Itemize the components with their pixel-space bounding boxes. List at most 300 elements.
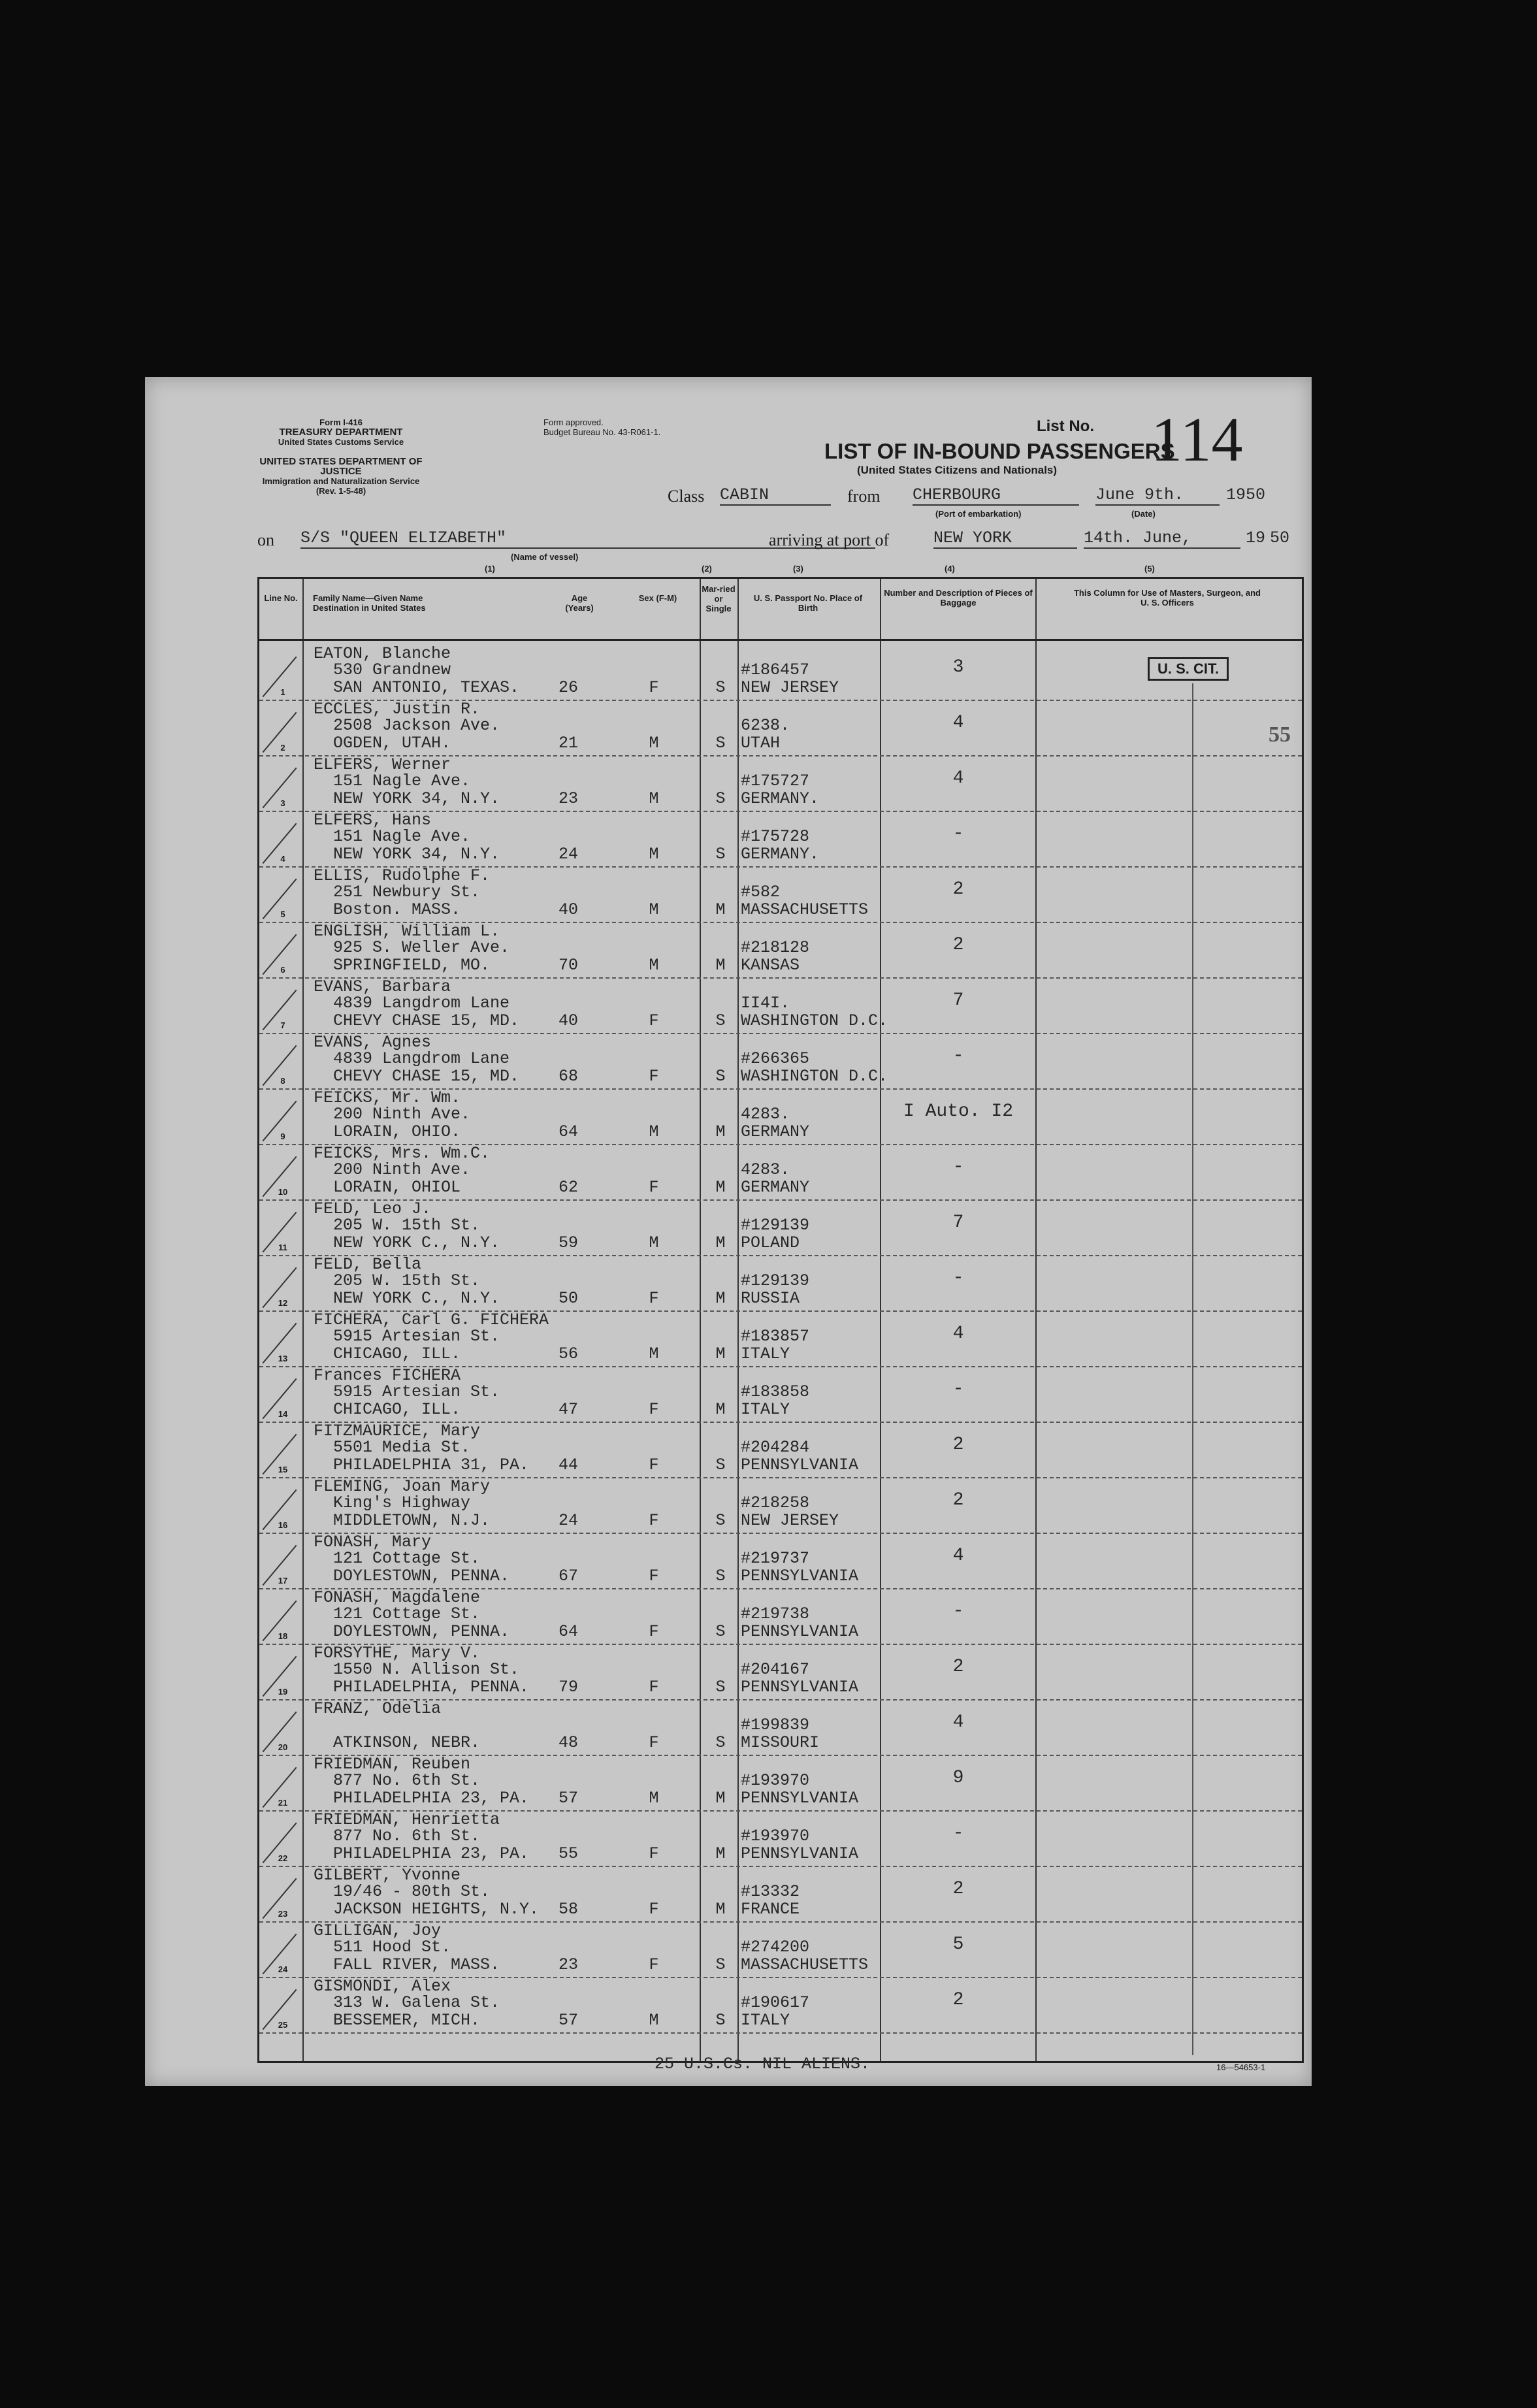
table-row [259,644,1302,701]
row-age: 48 [558,1733,578,1752]
row-line-no: 9 [280,1131,285,1141]
row-line-no: 22 [278,1853,288,1863]
row-address: 877 No. 6th St. [333,1771,481,1790]
row-baggage: 4 [952,1712,964,1733]
row-name: Frances FICHERA [314,1366,461,1385]
row-birthplace: MISSOURI [741,1733,820,1752]
form-departments: Form I-416 TREASURY DEPARTMENT United States Customs Service [278,417,404,447]
row-baggage: 4 [952,713,964,733]
row-marital: M [715,1344,726,1363]
row-line-no: 10 [278,1187,288,1197]
row-address: 925 S. Weller Ave. [333,938,510,957]
row-baggage: - [952,1601,964,1621]
row-sex: F [649,1844,659,1863]
row-passport: 6238. [741,716,790,735]
list-title: LIST OF IN-BOUND PASSENGERS [824,439,1175,463]
row-birthplace: FRANCE [741,1900,800,1919]
us-citizen-stamp: U. S. CIT. [1148,657,1229,681]
col-num-1: (1) [485,564,495,574]
row-passport: 4283. [741,1105,790,1124]
row-age: 67 [558,1567,578,1586]
row-marital: S [715,1567,726,1586]
row-birthplace: MASSACHUSETTS [741,900,869,919]
row-marital: M [715,1233,726,1252]
row-sex: M [649,789,659,808]
row-line-no: 23 [278,1909,288,1919]
row-line-no: 18 [278,1631,288,1641]
col-num-4: (4) [945,564,955,574]
arrival-date: 14th. June, [1084,529,1240,549]
row-passport: #218258 [741,1493,810,1512]
footer-summary: 25 U.S.Cs. NIL ALIENS. [655,2055,871,2074]
row-sex: M [649,1344,659,1363]
row-sex: F [649,1733,659,1752]
row-line-no: 17 [278,1576,288,1586]
row-marital: M [715,1844,726,1863]
arrival-year: 50 [1270,529,1290,547]
row-city: SPRINGFIELD, MO. [333,956,491,975]
table-row [259,811,1302,868]
row-address: 200 Ninth Ave. [333,1105,471,1124]
row-city: ATKINSON, NEBR. [333,1733,481,1752]
row-address: 251 Newbury St. [333,883,481,902]
row-line-no: 25 [278,2020,288,2030]
row-city: OGDEN, UTAH. [333,734,451,753]
row-birthplace: NEW JERSEY [741,678,839,697]
row-city: CHICAGO, ILL. [333,1344,461,1363]
row-address: King's Highway [333,1493,471,1512]
row-name: FEICKS, Mr. Wm. [314,1088,461,1107]
date-value: June 9th. [1095,485,1220,506]
row-city: PHILADELPHIA 23, PA. [333,1844,530,1863]
row-name: FRIEDMAN, Reuben [314,1755,471,1774]
row-sex: M [649,956,659,975]
row-address: 877 No. 6th St. [333,1827,481,1846]
col-num-2: (2) [702,564,712,574]
class-label: Class [668,487,705,506]
row-sex: F [649,1567,659,1586]
row-line-no: 8 [280,1076,285,1086]
passenger-list-sheet [145,377,1312,2086]
row-address: 5915 Artesian St. [333,1382,500,1401]
row-age: 56 [558,1344,578,1363]
row-age: 57 [558,1789,578,1808]
row-birthplace: NEW JERSEY [741,1511,839,1530]
row-birthplace: GERMANY. [741,789,820,808]
row-marital: S [715,2011,726,2030]
row-birthplace: WASHINGTON D.C. [741,1011,888,1030]
row-age: 50 [558,1289,578,1308]
row-city: MIDDLETOWN, N.J. [333,1511,491,1530]
row-passport: #204284 [741,1438,810,1457]
row-baggage: 2 [952,1990,964,2010]
row-birthplace: ITALY [741,2011,790,2030]
row-passport: #193970 [741,1827,810,1846]
row-baggage: 7 [952,1212,964,1233]
row-marital: S [715,1955,726,1974]
row-name: EATON, Blanche [314,644,451,663]
row-passport: #186457 [741,660,810,679]
table-row [259,755,1302,812]
row-marital: S [715,1622,726,1641]
from-value: CHERBOURG [913,485,1079,506]
table-row [259,1255,1302,1312]
row-baggage: 2 [952,1490,964,1510]
row-line-no: 1 [280,687,285,697]
row-marital: M [715,1178,726,1197]
row-name: FLEMING, Joan Mary [314,1477,491,1496]
header-sex: Sex (F-M) [638,593,677,603]
table-row [259,1477,1302,1534]
row-address: 151 Nagle Ave. [333,772,471,790]
row-name: FEICKS, Mrs. Wm.C. [314,1144,491,1163]
row-name: FRANZ, Odelia [314,1699,442,1718]
row-marital: M [715,1900,726,1919]
date-caption: (Date) [1131,509,1156,519]
table-row [259,1533,1302,1589]
row-sex: F [649,1622,659,1641]
row-line-no: 20 [278,1742,288,1752]
row-baggage: 5 [952,1934,964,1955]
header-name: Family Name—Given Name Destination in United States [313,593,426,613]
row-name: GILLIGAN, Joy [314,1921,442,1940]
row-birthplace: PENNSYLVANIA [741,1678,859,1697]
row-marital: S [715,789,726,808]
table-row [259,1422,1302,1478]
row-birthplace: WASHINGTON D.C. [741,1067,888,1086]
table-row [259,1144,1302,1201]
year-prefix: 19 [1246,529,1266,547]
row-passport: #218128 [741,938,810,957]
row-name: ECCLES, Justin R. [314,700,481,719]
row-sex: F [649,1011,659,1030]
row-city: LORAIN, OHIO. [333,1122,461,1141]
row-birthplace: POLAND [741,1233,800,1252]
row-birthplace: PENNSYLVANIA [741,1567,859,1586]
row-marital: M [715,1122,726,1141]
table-row [259,977,1302,1034]
row-name: GISMONDI, Alex [314,1977,451,1996]
row-passport: #129139 [741,1271,810,1290]
row-birthplace: GERMANY [741,1178,810,1197]
row-name: FRIEDMAN, Henrietta [314,1810,500,1829]
row-line-no: 5 [280,909,285,919]
row-line-no: 15 [278,1465,288,1474]
header-passport: U. S. Passport No. Place of Birth [753,593,863,613]
table-row [259,1755,1302,1812]
table-row [259,1033,1302,1090]
col-num-5: (5) [1144,564,1155,574]
row-baggage: - [952,1379,964,1399]
row-age: 79 [558,1678,578,1697]
row-age: 24 [558,1511,578,1530]
row-age: 70 [558,956,578,975]
row-age: 62 [558,1178,578,1197]
table-row [259,1866,1302,1923]
row-age: 21 [558,734,578,753]
row-baggage: 4 [952,1324,964,1344]
row-birthplace: KANSAS [741,956,800,975]
row-age: 40 [558,1011,578,1030]
row-sex: F [649,1456,659,1474]
row-marital: M [715,1789,726,1808]
row-line-no: 13 [278,1354,288,1363]
row-address: 313 W. Galena St. [333,1993,500,2012]
row-line-no: 7 [280,1020,285,1030]
row-city: BESSEMER, MICH. [333,2011,481,2030]
row-address: 511 Hood St. [333,1938,451,1957]
row-passport: 4283. [741,1160,790,1179]
row-sex: M [649,734,659,753]
row-age: 59 [558,1233,578,1252]
row-age: 55 [558,1844,578,1863]
row-baggage: 9 [952,1768,964,1788]
table-row [259,1588,1302,1645]
passenger-table [257,577,1304,2063]
col-num-3: (3) [793,564,803,574]
row-sex: F [649,1400,659,1419]
row-baggage: - [952,1823,964,1844]
row-baggage: - [952,1268,964,1288]
row-name: EVANS, Agnes [314,1033,432,1052]
row-address: 19/46 - 80th St. [333,1882,491,1901]
row-birthplace: GERMANY. [741,845,820,864]
row-age: 40 [558,900,578,919]
port-caption: (Port of embarkation) [935,509,1022,519]
header-age: Age (Years) [565,593,594,613]
class-value: CABIN [720,485,831,506]
on-label: on [257,530,274,549]
row-age: 64 [558,1122,578,1141]
row-city: FALL RIVER, MASS. [333,1955,500,1974]
list-no-label: List No. [1037,417,1094,435]
row-city: PHILADELPHIA, PENNA. [333,1678,530,1697]
row-name: EVANS, Barbara [314,977,451,996]
row-line-no: 12 [278,1298,288,1308]
row-sex: F [649,1678,659,1697]
form-approval: Form approved. Budget Bureau No. 43-R061-1. [543,417,661,437]
row-passport: #175728 [741,827,810,846]
row-marital: S [715,1067,726,1086]
row-city: CHEVY CHASE 15, MD. [333,1067,520,1086]
row-name: FONASH, Magdalene [314,1588,481,1607]
table-row [259,1699,1302,1756]
row-birthplace: UTAH [741,734,781,753]
row-baggage: I Auto. I2 [903,1101,1014,1122]
row-city: NEW YORK 34, N.Y. [333,845,500,864]
row-line-no: 21 [278,1798,288,1808]
row-line-no: 19 [278,1687,288,1697]
row-passport: #266365 [741,1049,810,1068]
row-passport: #190617 [741,1993,810,2012]
row-line-no: 6 [280,965,285,975]
row-city: CHEVY CHASE 15, MD. [333,1011,520,1030]
row-baggage: 2 [952,1879,964,1899]
table-row [259,1088,1302,1145]
row-address: 530 Grandnew [333,660,451,679]
row-passport: #274200 [741,1938,810,1957]
row-line-no: 2 [280,743,285,753]
row-address: 121 Cottage St. [333,1549,481,1568]
table-row [259,1199,1302,1256]
row-city: PHILADELPHIA 31, PA. [333,1456,530,1474]
row-sex: M [649,845,659,864]
row-birthplace: MASSACHUSETTS [741,1955,869,1974]
row-passport: #219738 [741,1604,810,1623]
row-sex: M [649,2011,659,2030]
row-city: Boston. MASS. [333,900,461,919]
row-marital: M [715,900,726,919]
row-passport: #199839 [741,1716,810,1734]
row-city: SAN ANTONIO, TEXAS. [333,678,520,697]
row-line-no: 4 [280,854,285,864]
row-name: FICHERA, Carl G. FICHERA [314,1310,549,1329]
row-name: GILBERT, Yvonne [314,1866,461,1885]
vessel-caption: (Name of vessel) [511,552,579,562]
table-row [259,700,1302,757]
row-marital: S [715,1678,726,1697]
header-officers: This Column for Use of Masters, Surgeon, and U. S. Officers [1073,588,1261,608]
row-marital: S [715,1456,726,1474]
row-sex: F [649,1511,659,1530]
row-sex: M [649,1122,659,1141]
row-passport: #219737 [741,1549,810,1568]
row-passport: #175727 [741,772,810,790]
row-city: CHICAGO, ILL. [333,1400,461,1419]
row-name: ELFERS, Werner [314,755,451,774]
row-baggage: 2 [952,935,964,955]
row-city: PHILADELPHIA 23, PA. [333,1789,530,1808]
row-address: 151 Nagle Ave. [333,827,471,846]
year-value: 1950 [1226,485,1266,504]
row-city: DOYLESTOWN, PENNA. [333,1622,510,1641]
row-age: 24 [558,845,578,864]
row-address: 2508 Jackson Ave. [333,716,500,735]
row-address: 5501 Media St. [333,1438,471,1457]
row-name: ELFERS, Hans [314,811,432,830]
row-name: FITZMAURICE, Mary [314,1422,481,1440]
row-marital: S [715,734,726,753]
vessel-name: S/S "QUEEN ELIZABETH" [300,529,875,549]
row-line-no: 14 [278,1409,288,1419]
row-passport: #13332 [741,1882,800,1901]
row-line-no: 11 [278,1243,287,1252]
row-age: 26 [558,678,578,697]
row-marital: M [715,956,726,975]
arrival-port: NEW YORK [933,529,1077,549]
row-address: 205 W. 15th St. [333,1216,481,1235]
row-age: 57 [558,2011,578,2030]
row-address: 121 Cottage St. [333,1604,481,1623]
row-birthplace: PENNSYLVANIA [741,1456,859,1474]
row-line-no: 16 [278,1520,288,1530]
row-passport: #183857 [741,1327,810,1346]
header-married: Mar-ried or Single [702,584,736,613]
row-age: 58 [558,1900,578,1919]
row-city: LORAIN, OHIOL [333,1178,461,1197]
row-age: 68 [558,1067,578,1086]
row-marital: S [715,1011,726,1030]
table-row [259,866,1302,923]
row-line-no: 24 [278,1964,288,1974]
row-baggage: 4 [952,768,964,789]
row-baggage: 2 [952,879,964,900]
row-birthplace: PENNSYLVANIA [741,1844,859,1863]
row-age: 47 [558,1400,578,1419]
row-age: 44 [558,1456,578,1474]
row-line-no: 3 [280,798,285,808]
row-marital: S [715,678,726,697]
row-passport: #582 [741,883,781,902]
row-address: 205 W. 15th St. [333,1271,481,1290]
row-birthplace: ITALY [741,1344,790,1363]
row-sex: F [649,1955,659,1974]
row-passport: #129139 [741,1216,810,1235]
row-birthplace: ITALY [741,1400,790,1419]
row-city: JACKSON HEIGHTS, N.Y. [333,1900,540,1919]
row-baggage: - [952,1157,964,1177]
table-row [259,922,1302,979]
table-row [259,1810,1302,1867]
row-sex: F [649,1289,659,1308]
row-sex: F [649,1178,659,1197]
row-age: 23 [558,789,578,808]
row-marital: S [715,845,726,864]
form-departments-2: UNITED STATES DEPARTMENT OF JUSTICE Immigration and Naturalization Service (Rev. 1-5-48) [259,456,423,496]
from-label: from [847,487,881,506]
table-row [259,1921,1302,1978]
row-passport: II4I. [741,994,790,1013]
row-city: NEW YORK C., N.Y. [333,1289,500,1308]
table-row [259,1366,1302,1423]
header-line-no: Line No. [264,593,298,603]
row-age: 23 [558,1955,578,1974]
row-passport: #193970 [741,1771,810,1790]
row-address: 4839 Langdrom Lane [333,1049,510,1068]
row-baggage: 3 [952,657,964,677]
list-no-value: 114 [1151,404,1243,474]
row-sex: F [649,1900,659,1919]
row-baggage: 2 [952,1435,964,1455]
row-baggage: - [952,824,964,844]
row-sex: M [649,900,659,919]
row-baggage: 7 [952,990,964,1011]
row-name: FELD, Bella [314,1255,422,1274]
row-name: FORSYTHE, Mary V. [314,1644,481,1663]
table-row [259,1310,1302,1367]
header-baggage: Number and Description of Pieces of Baggage [884,588,1033,608]
row-address: 1550 N. Allison St. [333,1660,520,1679]
row-sex: M [649,1233,659,1252]
row-sex: M [649,1789,659,1808]
row-marital: S [715,1733,726,1752]
row-city: DOYLESTOWN, PENNA. [333,1567,510,1586]
row-birthplace: RUSSIA [741,1289,800,1308]
row-address: 5915 Artesian St. [333,1327,500,1346]
table-row [259,1977,1302,2034]
row-marital: M [715,1289,726,1308]
list-subtitle: (United States Citizens and Nationals) [857,464,1058,476]
row-baggage: 4 [952,1546,964,1566]
row-name: ENGLISH, William L. [314,922,500,941]
row-passport: #204167 [741,1660,810,1679]
row-birthplace: PENNSYLVANIA [741,1622,859,1641]
row-name: ELLIS, Rudolphe F. [314,866,491,885]
row-city: NEW YORK C., N.Y. [333,1233,500,1252]
table-row [259,1644,1302,1700]
row-address: 4839 Langdrom Lane [333,994,510,1013]
row-baggage: 2 [952,1657,964,1677]
